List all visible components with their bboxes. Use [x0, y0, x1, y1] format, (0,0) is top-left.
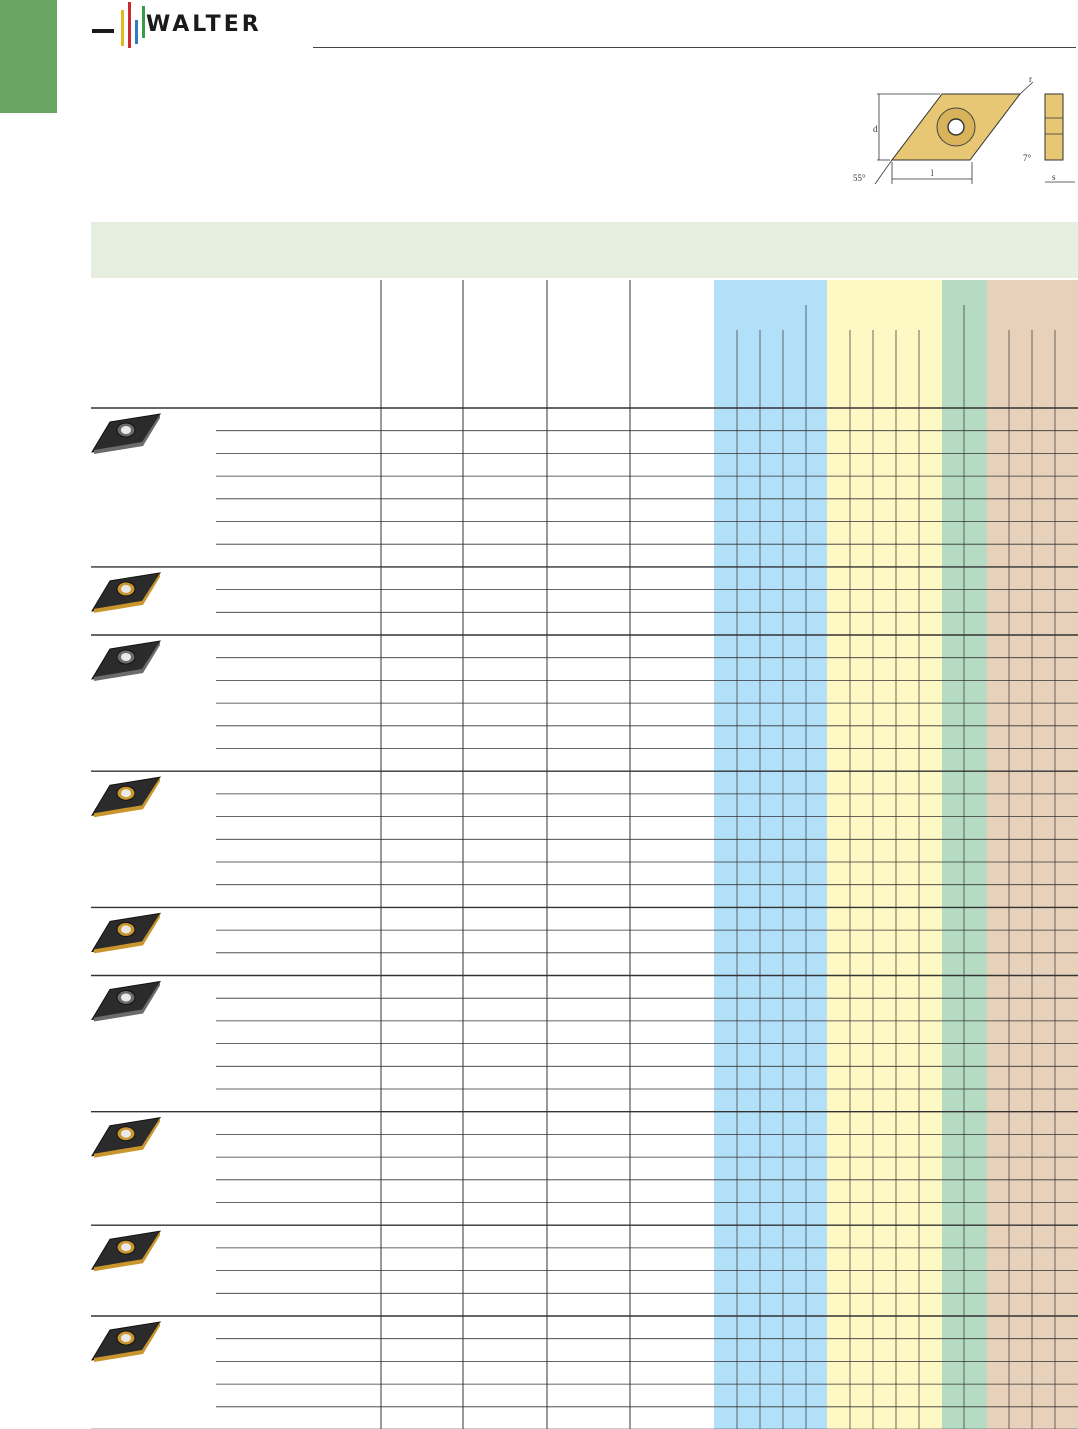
insert-hole-center — [121, 994, 131, 1002]
brand-name: WALTER — [146, 12, 262, 37]
length-label: l — [931, 168, 934, 178]
group-p-band — [714, 280, 827, 1429]
insert-hole-center — [121, 925, 131, 933]
diameter-label: d — [873, 124, 878, 134]
insert-hole-center — [121, 789, 131, 797]
radius-label: r — [1029, 74, 1032, 84]
angle-label: 55° — [853, 173, 866, 183]
insert-hole-center — [121, 1334, 131, 1342]
insert-hole-center — [121, 426, 131, 434]
insert-hole-center — [121, 585, 131, 593]
insert-hole-center — [121, 1243, 131, 1251]
insert-hole-center — [121, 1130, 131, 1138]
insert-hole-center — [121, 653, 131, 661]
group-m-band — [827, 280, 942, 1429]
thickness-label: s — [1052, 172, 1056, 182]
group-k-band — [942, 280, 987, 1429]
clearance-label: 7° — [1023, 153, 1032, 163]
group-n-band — [987, 280, 1078, 1429]
